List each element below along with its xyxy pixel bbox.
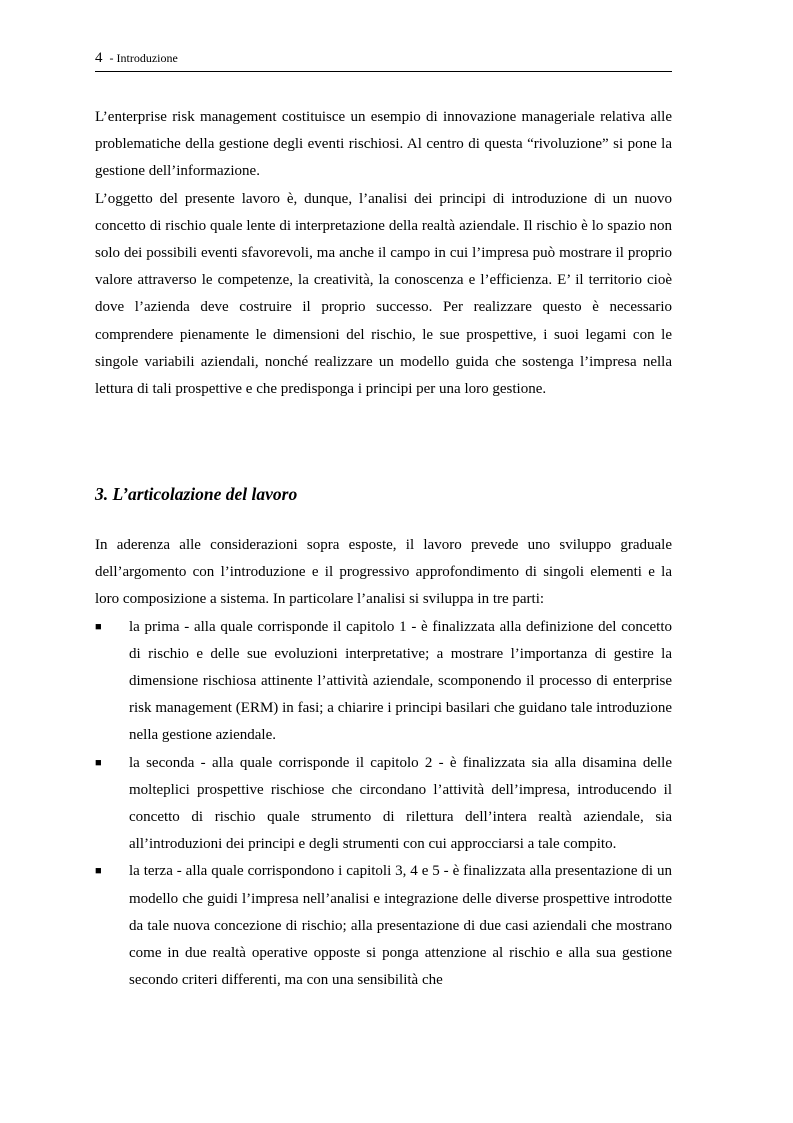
paragraph: L’oggetto del presente lavoro è, dunque, l’analisi dei principi di introduzione di un nuovo concetto di rischio quale lente di interpretazione della realtà aziendale. Il rischio è lo spazio non solo dei possibili eventi sfavorevoli, ma anche il campo in cui l’impresa può mostrare il proprio valore attraverso le competenze, la creatività, la conoscenza e l’efficienza. E’ il territorio cioè dove l’azienda deve costruire il proprio successo. Per realizzare questo è necessario comprendere pienamente le dimensioni del rischio, le sue prospettive, i suoi legami con le singole variabili aziendali, nonché realizzare un modello guida che sostenga l’impresa nella lettura di tali prospettive e che predisponga i principi per una loro gestione. — [95, 190, 672, 398]
running-header — [95, 49, 672, 72]
intro-text — [95, 104, 672, 403]
square-bullet-icon: ■ — [95, 756, 102, 769]
square-bullet-icon: ■ — [95, 865, 102, 878]
list-item — [95, 614, 672, 750]
list-item-text: la seconda - alla quale corrisponde il capitolo 2 - è finalizzata sia alla disamina delle molteplici prospettive rischiose che circondano l’attività dell’impresa, introducendo il concetto di rischio quale strumento di rilettura dell’intera realtà aziendale, sia all’introduzioni dei principi e degli strumenti con cui approcciarsi a tale compito. — [129, 754, 672, 853]
document-page — [95, 0, 672, 1123]
list-item — [95, 858, 672, 994]
paragraph: L’enterprise risk management costituisce un esempio di innovazione manageriale relativa alle problematiche della gestione degli eventi rischiosi. Al centro di questa “rivoluzione” si pone la gestione dell’informazione. — [95, 109, 672, 180]
list-item-text: la terza - alla quale corrispondono i capitoli 3, 4 e 5 - è finalizzata alla presentazione di un modello che guidi l’impresa nell’analisi e integrazione delle diverse prospettive introdotte da tale nuova concezione di rischio; alla presentazione di due casi aziendali che mostrano come in due realtà operative opposte si ponga attenzione al rischio e alla sua gestione secondo criteri differenti, ma con una sensibilità che — [129, 863, 672, 989]
section-lead-paragraph: In aderenza alle considerazioni sopra esposte, il lavoro prevede uno sviluppo graduale dell’argomento con l’introduzione e il progressivo approfondimento di singoli elementi e la loro composizione a sistema. In particolare l’analisi si sviluppa in tre parti: — [95, 537, 672, 608]
page-number: 4 — [95, 50, 103, 66]
square-bullet-icon: ■ — [95, 620, 102, 633]
section-body — [95, 532, 672, 994]
list-item-text: la prima - alla quale corrisponde il capitolo 1 - è finalizzata alla definizione del concetto di rischio e delle sue evoluzioni interpretative; a mostrare l’importanza di gestire la dimensione rischiosa attinente l’attività aziendale, scomponendo il processo di enterprise risk management (ERM) in fasi; a chiarire i principi basilari che guidano tale introduzione nella gestione aziendale. — [129, 618, 672, 744]
section-heading: 3. L’articolazione del lavoro — [95, 484, 298, 504]
bullet-list — [95, 614, 672, 995]
header-section-title: - Introduzione — [109, 51, 178, 65]
list-item — [95, 750, 672, 859]
